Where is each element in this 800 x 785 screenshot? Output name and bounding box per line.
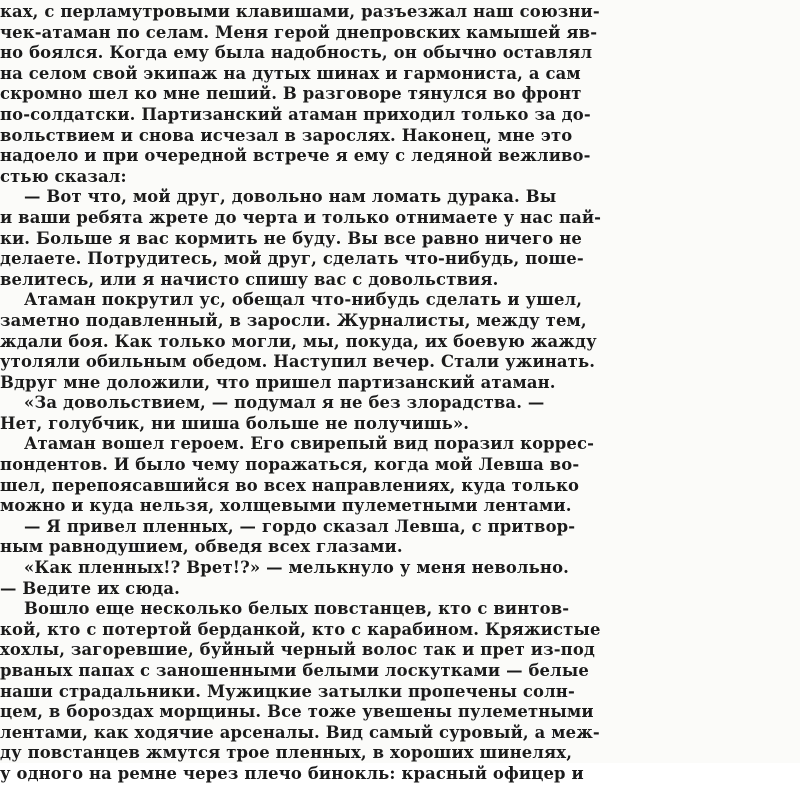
text-line: Атаман покрутил ус, обещал что-нибудь сделать и ушел,: [24, 290, 583, 310]
text-line: по-солдатски. Партизанский атаман приходил только за до-: [0, 104, 591, 124]
text-line: на селом свой экипаж на дутых шинах и гармониста, а сам: [0, 63, 581, 83]
text-line: Вдруг мне доложили, что пришел партизанский атаман.: [0, 372, 556, 392]
text-line: ждали боя. Как только могли, мы, покуда, их боевую жажду: [0, 331, 597, 351]
text-line: чек-атаман по селам. Меня герой днепровских камышей яв-: [0, 22, 598, 42]
text-line: рваных папах с заношенными белыми лоскутками — белые: [0, 661, 589, 680]
text-line: вольствием и снова исчезал в зарослях. Наконец, мне это: [0, 125, 573, 145]
text-line: делаете. Потрудитесь, мой друг, сделать что-нибудь, поше-: [0, 249, 584, 269]
text-line: стью сказал:: [0, 166, 127, 186]
text-line: Нет, голубчик, ни шиша больше не получишь».: [0, 413, 470, 433]
text-line: ду повстанцев жмутся трое пленных, в хороших шинелях,: [0, 743, 573, 763]
text-line: ки. Больше я вас кормить не буду. Вы все равно ничего не: [0, 228, 582, 248]
text-line: «За довольствием, — подумал я не без злорадства. —: [24, 393, 545, 413]
text-line: Атаман вошел героем. Его свирепый вид поразил коррес-: [24, 434, 595, 454]
text-line: велитесь, или я начисто спишу вас с довольствия.: [0, 269, 499, 289]
text-line: пондентов. И было чему поражаться, когда мой Левша во-: [0, 455, 580, 475]
text-line: хохлы, загоревшие, буйный черный волос так и прет из-под: [0, 640, 595, 660]
text-line: у одного на ремне через плечо бинокль: красный офицер и: [0, 763, 584, 783]
text-line: «Как пленных!? Врет!?» — мелькнуло у меня невольно.: [24, 558, 570, 578]
text-line: кой, кто с потертой берданкой, кто с карабином. Кряжистые: [0, 619, 601, 639]
text-line: и ваши ребята жрете до черта и только отнимаете у нас пай-: [0, 207, 602, 227]
text-line: наши страдальники. Мужицкие затылки пропечены солн-: [0, 681, 575, 701]
text-line: — Я привел пленных, — гордо сказал Левша, с притвор-: [24, 516, 576, 536]
page-text: [0, 2, 800, 785]
text-line: можно и куда нельзя, холщевыми пулеметными лентами.: [0, 496, 572, 516]
text-line: цем, в бороздах морщины. Все тоже увешены пулеметными: [0, 702, 594, 722]
text-line: но боялся. Когда ему была надобность, он обычно оставлял: [0, 43, 593, 63]
text-line: лентами, как ходячие арсеналы. Вид самый суровый, а меж-: [0, 722, 600, 742]
text-line: — Вот что, мой друг, довольно нам ломать дурака. Вы: [24, 187, 557, 207]
text-line: утоляли обильным обедом. Наступил вечер. Стали ужинать.: [0, 352, 596, 372]
text-line: Вошло еще несколько белых повстанцев, кто с винтов-: [24, 599, 570, 619]
text-line: шел, перепоясавшийся во всех направлениях, куда только: [0, 475, 580, 495]
text-line: ках, с перламутровыми клавишами, разъезжал наш союзни-: [0, 2, 600, 21]
text-line: надоело и при очередной встрече я ему с ледяной вежливо-: [0, 146, 591, 166]
text-line: скромно шел ко мне пеший. В разговоре тянулся во фронт: [0, 84, 582, 104]
text-line: — Ведите их сюда.: [0, 578, 180, 598]
text-line: ным равнодушием, обведя всех глазами.: [0, 537, 403, 557]
text-line: заметно подавленный, в заросли. Журналисты, между тем,: [0, 310, 587, 330]
